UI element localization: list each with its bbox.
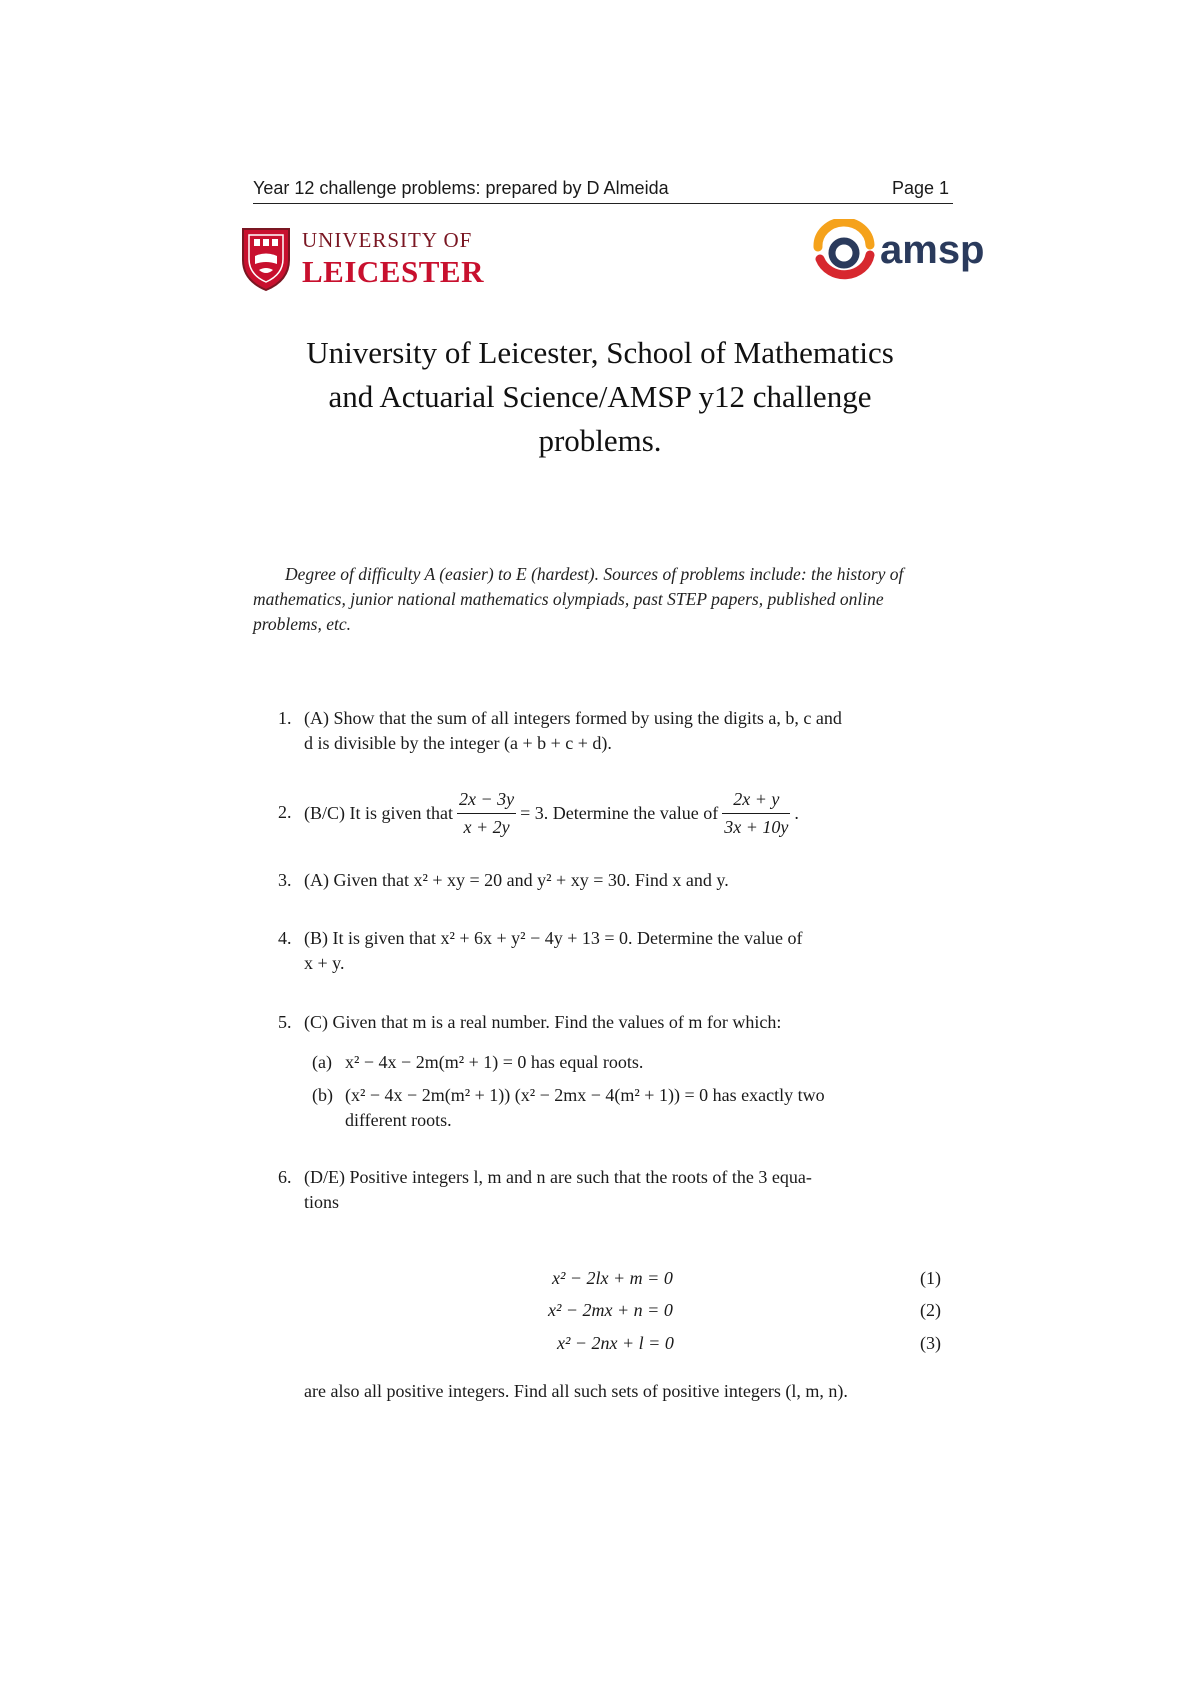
title-line-3: problems. — [538, 423, 662, 458]
q4-number: 4. — [278, 928, 292, 948]
amsp-logo-text: amsp — [880, 228, 985, 272]
equation-2-number: (2) — [920, 1300, 941, 1320]
equation-2: x² − 2mx + n = 0 — [548, 1300, 673, 1320]
q2-f1-denominator: x + 2y — [463, 816, 510, 837]
leicester-shield-icon — [240, 226, 292, 292]
header-rule — [253, 203, 953, 204]
title-line-1: University of Leicester, School of Mathematics — [306, 335, 894, 370]
q6-closing: are also all positive integers. Find all such sets of positive integers (l, m, n). — [304, 1381, 848, 1401]
leicester-logo-line1: UNIVERSITY OF — [302, 228, 473, 252]
q2-pre: (B/C) It is given that — [304, 802, 453, 823]
q5-number: 5. — [278, 1012, 292, 1032]
q5a-text: x² − 4x − 2m(m² + 1) = 0 has equal roots. — [345, 1052, 644, 1072]
q2-f2-denominator: 3x + 10y — [724, 816, 789, 837]
intro-paragraph: Degree of difficulty A (easier) to E (hardest). Sources of problems include: the history of mathematics, junior national mathematics olympiads, past STEP papers, published online problems, etc. — [253, 564, 904, 634]
amsp-swirl-icon — [808, 219, 880, 287]
q2-number: 2. — [278, 802, 292, 822]
q1-number: 1. — [278, 708, 292, 728]
q5b-label: (b) — [312, 1085, 333, 1105]
q2-line — [304, 784, 799, 842]
running-header: Year 12 challenge problems: prepared by D Almeida — [253, 178, 669, 198]
q5b-text-2: different roots. — [345, 1110, 452, 1130]
equation-3-number: (3) — [920, 1333, 941, 1353]
equation-1: x² − 2lx + m = 0 — [552, 1268, 673, 1288]
equation-3: x² − 2nx + l = 0 — [557, 1333, 674, 1353]
q5a-label: (a) — [312, 1052, 332, 1072]
q5b-text: (x² − 4x − 2m(m² + 1)) (x² − 2mx − 4(m² + 1)) = 0 has exactly two — [345, 1085, 825, 1105]
q3-line-1: (A) Given that x² + xy = 20 and y² + xy = 30. Find x and y. — [304, 870, 729, 890]
q2-mid: = 3. Determine the value of — [520, 802, 719, 823]
amsp-logo — [808, 219, 990, 287]
q1-line-1: (A) Show that the sum of all integers formed by using the digits a, b, c and — [304, 708, 842, 728]
equation-1-number: (1) — [920, 1268, 941, 1288]
q4-line-1: (B) It is given that x² + 6x + y² − 4y + 13 = 0. Determine the value of — [304, 928, 803, 948]
document-title — [160, 331, 1040, 463]
q1-line-2: d is divisible by the integer (a + b + c + d). — [304, 733, 612, 753]
q4-line-2: x + y. — [304, 953, 345, 973]
q6-line-1: (D/E) Positive integers l, m and n are such that the roots of the 3 equa- — [304, 1167, 812, 1187]
leicester-logo — [240, 226, 484, 290]
leicester-logo-line2: LEICESTER — [302, 254, 484, 289]
title-line-2: and Actuarial Science/AMSP y12 challenge — [328, 379, 872, 414]
q2-post: . — [794, 802, 799, 823]
q5-line-1: (C) Given that m is a real number. Find the values of m for which: — [304, 1012, 782, 1032]
page-number: Page 1 — [892, 178, 950, 198]
q2-f1-numerator: 2x − 3y — [457, 789, 516, 814]
q2-f2-numerator: 2x + y — [722, 789, 790, 814]
q2-fraction-1 — [457, 789, 516, 838]
q3-number: 3. — [278, 870, 292, 890]
q2-fraction-2 — [722, 789, 790, 838]
q6-number: 6. — [278, 1167, 292, 1187]
q6-line-2: tions — [304, 1192, 340, 1212]
